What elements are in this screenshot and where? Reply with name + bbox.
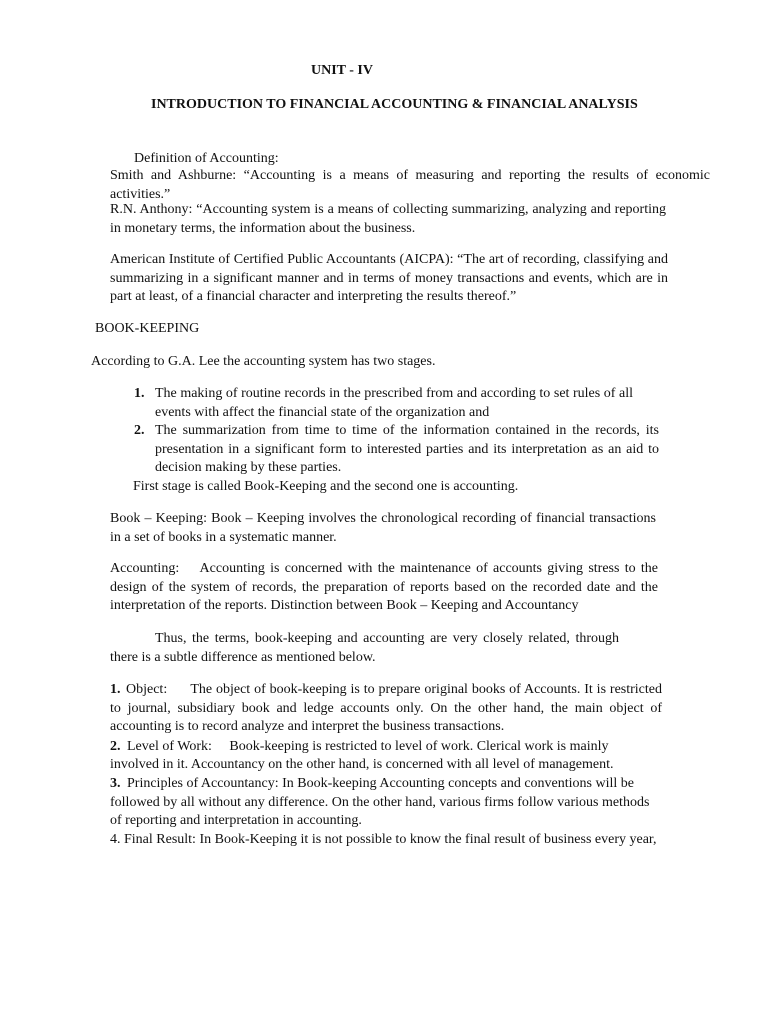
stage-1-number: 1. — [134, 386, 145, 401]
smith-definition: Smith and Ashburne: “Accounting is a means of measuring and reporting the results of economic activities.” — [110, 168, 710, 202]
anthony-definition: R.N. Anthony: “Accounting system is a means of collecting summarizing, analyzing and reporting in monetary terms, the information about the business. — [110, 202, 666, 236]
thus-line-2: there is a subtle difference as mentioned below. — [110, 650, 376, 665]
difference-3-line-2: followed by all without any difference. On the other hand, various firms follow various methods — [110, 795, 650, 810]
difference-2-line-1: Level of Work: Book-keeping is restricted to level of work. Clerical work is mainly — [127, 739, 609, 754]
difference-3-number: 3. — [110, 776, 121, 791]
difference-1-number: 1. — [110, 682, 121, 697]
difference-3-line-1: Principles of Accountancy: In Book-keeping Accounting concepts and conventions will be — [127, 776, 634, 791]
difference-3-line-3: of reporting and interpretation in accounting. — [110, 813, 362, 828]
thus-line-1: Thus, the terms, book-keeping and accounting are very closely related, through — [155, 631, 619, 646]
difference-4-text: Final Result: In Book-Keeping it is not possible to know the final result of business every year, — [124, 832, 657, 847]
lee-intro: According to G.A. Lee the accounting system has two stages. — [91, 354, 436, 369]
aicpa-definition: American Institute of Certified Public Accountants (AICPA): “The art of recording, classifying and summarizing in a significant manner and in terms of money transactions and events, which are in part at least, of a financial character and interpreting the results thereof.” — [110, 252, 668, 304]
stage-1-text: The making of routine records in the prescribed from and according to set rules of all events with affect the financial state of the organization and — [155, 386, 633, 420]
stage-note: First stage is called Book-Keeping and the second one is accounting. — [133, 479, 519, 494]
difference-1-text — [110, 681, 662, 737]
difference-2-number: 2. — [110, 739, 121, 754]
unit-title: UNIT - IV — [311, 63, 373, 78]
definition-heading: Definition of Accounting: — [134, 151, 279, 166]
bookkeeping-heading: BOOK-KEEPING — [95, 321, 200, 336]
main-title: INTRODUCTION TO FINANCIAL ACCOUNTING & FINANCIAL ANALYSIS — [151, 97, 638, 112]
accounting-definition: Accounting: Accounting is concerned with the maintenance of accounts giving stress to the design of the system of records, the preparation of reports based on the recorded date and the interpretation of the reports. Distinction between Book – Keeping and Accountancy — [110, 561, 658, 613]
bookkeeping-definition: Book – Keeping: Book – Keeping involves the chronological recording of financial transactions in a set of books in a systematic manner. — [110, 511, 656, 545]
difference-1-body: Object: The object of book-keeping is to prepare original books of Accounts. It is restricted to journal, subsidiary book and ledge accounts only. On the other hand, the main object of accounting is to record analyze and interpret the business transactions. — [110, 682, 662, 734]
difference-4-number: 4. — [110, 832, 121, 847]
difference-2-line-2: involved in it. Accountancy on the other hand, is concerned with all level of management. — [110, 757, 614, 772]
stage-2-text: The summarization from time to time of the information contained in the records, its presentation in a significant form to interested parties and its interpretation as an aid to decision making by these parties. — [155, 423, 659, 475]
stage-2-number: 2. — [134, 423, 145, 438]
